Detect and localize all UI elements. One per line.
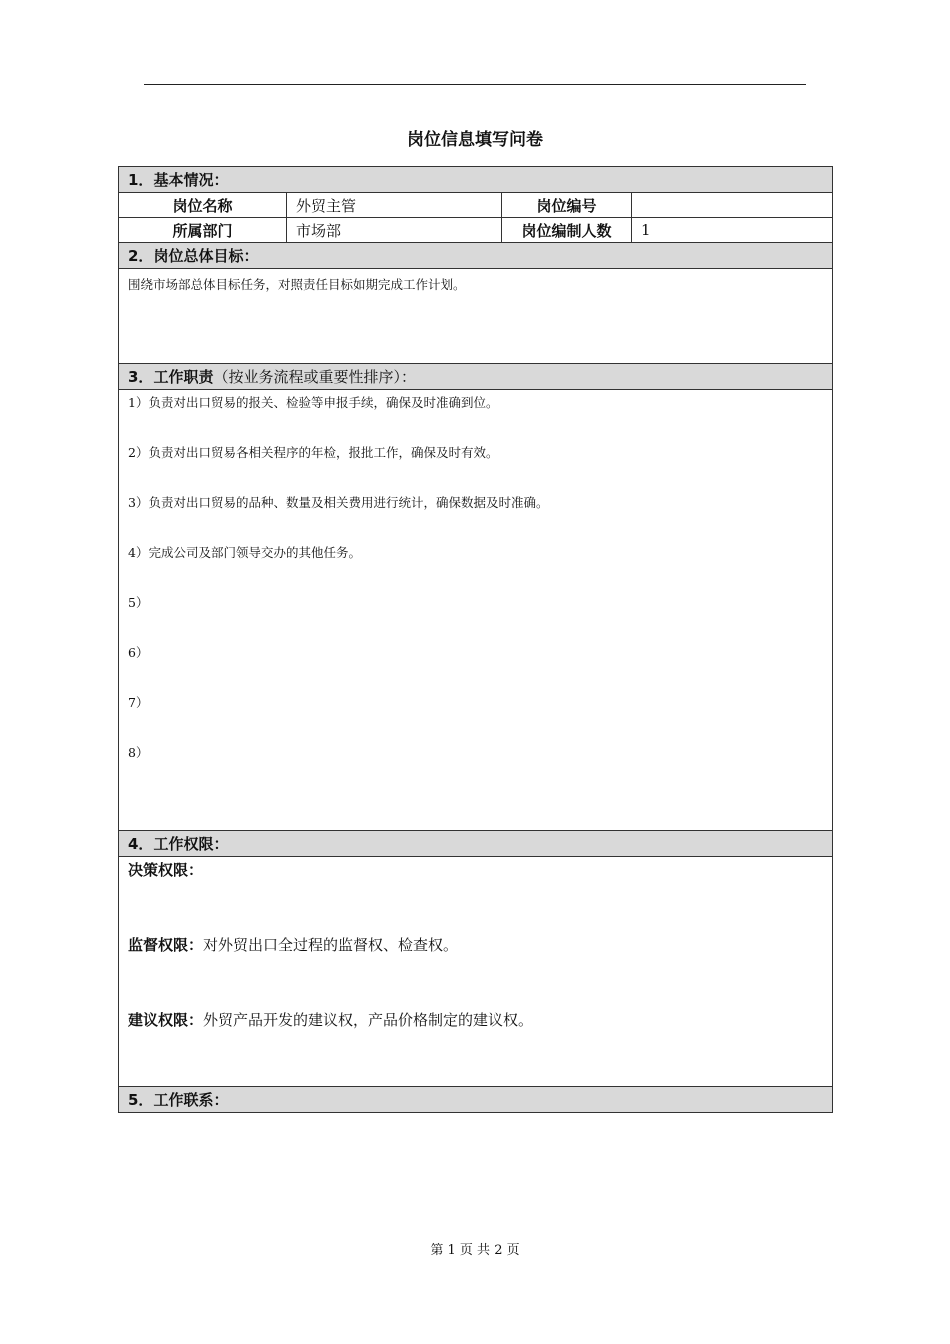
section-title: 基本情况： [153, 171, 229, 189]
department-value: 市场部 [287, 218, 502, 243]
duty-item: 8） [128, 745, 149, 760]
department-label: 所属部门 [119, 218, 287, 243]
header-rule [144, 84, 806, 85]
authority-list [119, 857, 833, 1087]
position-name-label: 岗位名称 [119, 193, 287, 218]
section-basic-header [119, 167, 833, 193]
goal-text: 围绕市场部总体目标任务，对照责任目标如期完成工作计划。 [119, 269, 833, 364]
section-contacts-header [119, 1087, 833, 1113]
authority-label: 监督权限： [128, 936, 204, 954]
section-title: 工作联系： [153, 1091, 229, 1109]
duty-item: 5） [128, 595, 149, 610]
duty-item: 6） [128, 645, 149, 660]
duties-list [119, 390, 833, 831]
section-number: 3． [128, 368, 154, 386]
position-name-value: 外贸主管 [287, 193, 502, 218]
position-code-label: 岗位编号 [502, 193, 632, 218]
goal-row [119, 269, 833, 364]
section-duties-header [119, 364, 833, 390]
section-authority-header [119, 831, 833, 857]
headcount-label: 岗位编制人数 [502, 218, 632, 243]
section-title: 工作权限： [153, 835, 229, 853]
section-number: 1． [128, 171, 154, 189]
section-number: 2． [128, 247, 154, 265]
section-note: （按业务流程或重要性排序）： [213, 368, 416, 386]
duty-item: 1）负责对出口贸易的报关、检验等申报手续，确保及时准确到位。 [128, 395, 499, 410]
section-number: 4． [128, 835, 154, 853]
authority-label: 建议权限： [128, 1011, 204, 1029]
decision-authority [128, 861, 823, 936]
basic-info-row-2 [119, 218, 833, 243]
document-title: 岗位信息填写问卷 [407, 130, 543, 150]
basic-info-row-1 [119, 193, 833, 218]
authority-text: 外贸产品开发的建议权，产品价格制定的建议权。 [203, 1011, 534, 1029]
duty-item: 7） [128, 695, 149, 710]
position-code-value [632, 193, 833, 218]
authority-row [119, 857, 833, 1087]
suggestion-authority [128, 1011, 823, 1086]
duty-item: 2）负责对出口贸易各相关程序的年检，报批工作，确保及时有效。 [128, 445, 499, 460]
section-title: 岗位总体目标： [153, 247, 259, 265]
supervision-authority [128, 936, 823, 1011]
authority-text: 对外贸出口全过程的监督权、检查权。 [203, 936, 459, 954]
page-footer: 第 1 页 共 2 页 [430, 1243, 520, 1258]
section-number: 5． [128, 1091, 154, 1109]
job-questionnaire-form [118, 166, 833, 1113]
duty-item: 4）完成公司及部门领导交办的其他任务。 [128, 545, 361, 560]
headcount-value: 1 [632, 218, 833, 243]
authority-label: 决策权限： [128, 861, 204, 879]
section-goal-header [119, 243, 833, 269]
duties-row [119, 390, 833, 831]
duty-item: 3）负责对出口贸易的品种、数量及相关费用进行统计，确保数据及时准确。 [128, 495, 549, 510]
section-title: 工作职责 [153, 368, 214, 386]
